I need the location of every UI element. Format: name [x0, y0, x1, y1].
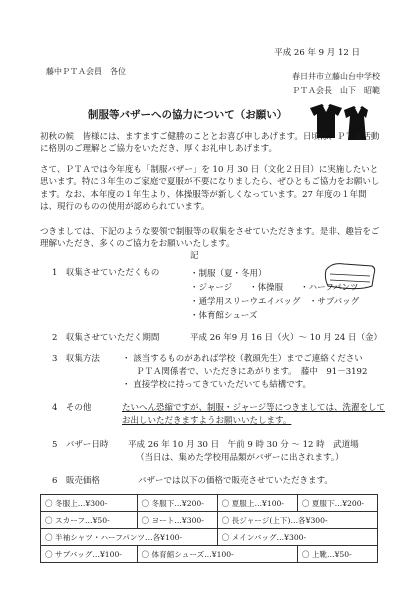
section-3-line: ・ 直接学校に持ってきていただいても結構です。 — [122, 380, 312, 390]
document-date: 平成 26 年 9 月 12 日 — [274, 48, 360, 58]
section-1-item: ・体育館シューズ — [190, 311, 258, 321]
section-4-line: たいへん恐縮ですが、制服・ジャージ等につきましては、洗濯をして — [122, 403, 385, 413]
price-cell: 〇 夏服下…¥200- — [297, 495, 377, 512]
section-1-item: ・制服（夏・冬用） — [190, 269, 267, 279]
pta-representative: ＰＴＡ会長 山下 昭範 — [292, 86, 380, 95]
price-cell: 〇 長ジャージ(上下)…各¥300- — [217, 512, 377, 529]
price-cell: 〇 サブバッグ…¥100- — [41, 546, 138, 563]
school-name: 春日井市立藤山台中学校 — [292, 72, 380, 81]
price-cell: 〇 体育館シューズ…¥100- — [137, 546, 297, 563]
section-1-item: ・通学用スリーウエイバッグ ・サブバッグ — [190, 297, 360, 307]
section-4-line: お出しいただきますようお願いいたします。 — [122, 416, 292, 426]
page-title: 制服等バザーへの協力について（お願い） — [88, 109, 288, 121]
section-2-value: 平成 26 年9 月 16 日（火）～ 10 月 24 日（金） — [190, 333, 382, 343]
price-cell: 〇 冬服下…¥200- — [137, 495, 217, 512]
section-4-label: 4 その他 — [52, 403, 92, 413]
price-cell: 〇 スカーフ…¥50- — [41, 512, 138, 529]
section-5-label: 5 バザー日時 — [52, 440, 109, 450]
price-cell: 〇 半袖シャツ・ハーフパンツ…各¥100- — [41, 529, 218, 546]
price-table — [40, 494, 378, 563]
ki-heading: 記 — [190, 251, 199, 261]
request-paragraph: つきましては、下記のような要領で制服等の収集をさせていただきます。是非、趣旨をご理解いただき、多くのご協力をお願いいたします。 — [40, 227, 380, 250]
section-6-value: バザーでは以下の価格で販売させていただきます。 — [138, 476, 333, 486]
table-row — [41, 529, 378, 546]
price-cell: 〇 夏服上…¥100- — [217, 495, 297, 512]
price-cell: 〇 上靴…¥50- — [297, 546, 377, 563]
table-row — [41, 495, 378, 512]
section-3-line: ・ 該当するものがあれば学校（教頭先生）までご連絡ください — [122, 354, 363, 364]
recipient: 藤中ＰＴＡ会員 各位 — [46, 67, 126, 76]
section-1-item: ・ジャージ ・体操服 ・ハーフパンツ — [190, 283, 359, 293]
intro-paragraph: 初秋の候 皆様には、ますますご健勝のこととお喜び申しあげます。日頃は、ＰＴＡ活動に格別のご理解とご協力をいただき、厚くお礼申しあげます。 — [40, 132, 380, 155]
table-row — [41, 512, 378, 529]
section-1-label: 1 収集させていただくもの — [52, 268, 160, 278]
section-2-label: 2 収集させていただく期間 — [52, 333, 160, 343]
price-cell: 〇 メインバッグ…¥300- — [217, 529, 377, 546]
section-5-value: 平成 26 年 10 月 30 日 午前 9 時 30 分 ～ 12 時 武道場 — [128, 440, 359, 450]
details-paragraph: さて、ＰＴＡでは今年度も「制服バザー」を 10 月 30 日（文化２日目）に実施したいと思います。特に３年生のご家庭で夏服が不要になりましたら、ぜひともご協力をお願いします。なお、本年度の１年生より、体操服等が新しくなっています。27 年度の１年間は、現行のものの使用が認められています。 — [40, 165, 380, 212]
section-3-label: 3 収集方法 — [52, 354, 100, 364]
price-cell: 〇 ヨート…¥300- — [137, 512, 217, 529]
section-5-note: （当日は、集めた学校用品類がバザーに出されます。） — [136, 453, 344, 463]
price-cell: 〇 冬服上…¥300- — [41, 495, 138, 512]
table-row — [41, 546, 378, 563]
section-6-label: 6 販売価格 — [52, 476, 100, 486]
section-3-line: ＰＴＡ関係者で、いただきにあがります。 藤中 91－3192 — [136, 367, 368, 377]
